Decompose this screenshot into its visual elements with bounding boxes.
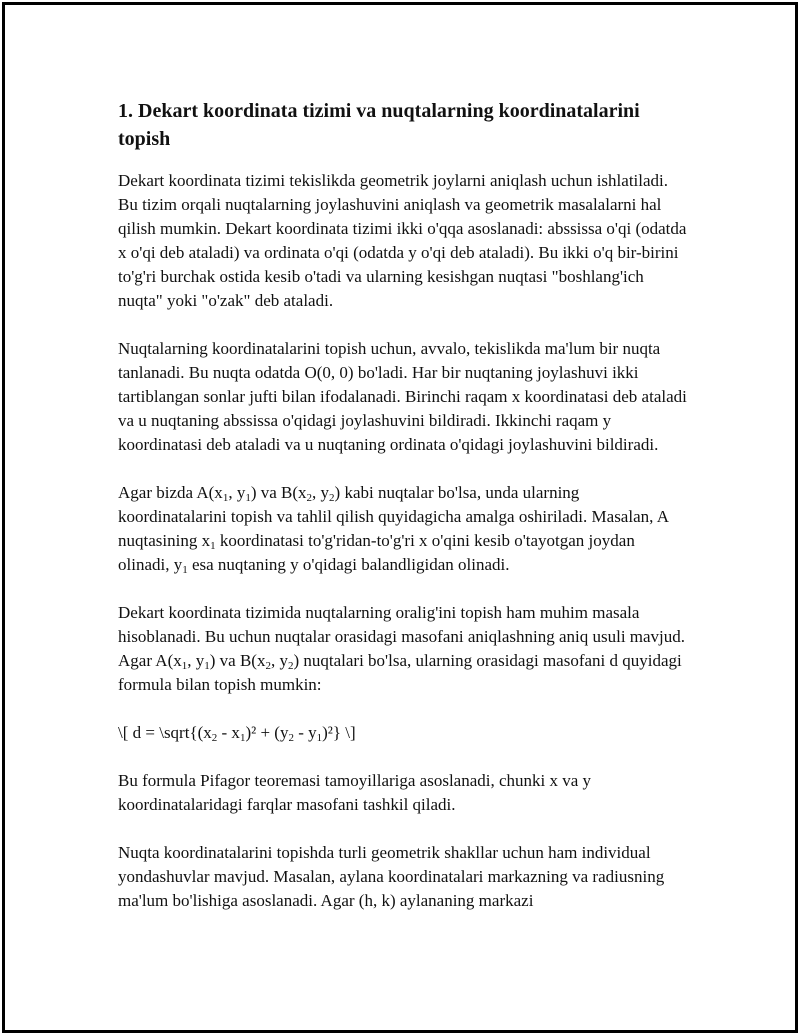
section-heading: 1. Dekart koordinata tizimi va nuqtalarning koordinatalarini topish bbox=[118, 100, 640, 150]
subscript: 1 bbox=[204, 660, 210, 672]
subscript: 2 bbox=[329, 492, 335, 504]
paragraph-pythagoras: Bu formula Pifagor teoremasi tamoyillariga asoslanadi, chunki x va y koordinatalaridagi farqlar masofani tashkil qiladi. bbox=[118, 771, 592, 814]
text-segment: )² + (y bbox=[245, 723, 289, 742]
text-segment: koordinatasi to'g'ridan-to'g'ri x o'qini kesib o'tayotgan joydan olinadi, y bbox=[118, 531, 635, 574]
text-segment: , y bbox=[187, 651, 205, 670]
subscript: 2 bbox=[265, 660, 271, 672]
text-segment: Dekart koordinata tizimida nuqtalarning oralig'ini topish ham muhim masala hisoblanadi. Bu uchun nuqtalar orasidagi masofani aniqlashning aniq usuli mavjud. Agar A(x bbox=[118, 603, 686, 670]
text-segment: , y bbox=[228, 483, 246, 502]
text-segment: , y bbox=[312, 483, 330, 502]
paragraph-coordinates: Nuqtalarning koordinatalarini topish uchun, avvalo, tekislikda ma'lum bir nuqta tanlanadi. Bu nuqta odatda O(0, 0) bo'ladi. Har bir nuqtaning joylashuvi ikki tartiblangan sonlar jufti bilan ifodalanadi. Birinchi raqam x koordinatasi deb ataladi va u nuqtaning abssissa o'qidagi joylashuvini bildiradi. Ikkinchi raqam y koordinatasi deb ataladi va u nuqtaning ordinata o'qidagi joylashuvini bildiradi. bbox=[118, 339, 687, 454]
subscript: 1 bbox=[210, 540, 216, 552]
text-segment: - y bbox=[293, 723, 317, 742]
text-segment: esa nuqtaning y o'qidagi balandligidan olinadi. bbox=[187, 555, 510, 574]
subscript: 1 bbox=[222, 492, 229, 504]
document-page bbox=[2, 2, 798, 1033]
subscript: 2 bbox=[287, 660, 294, 672]
text-segment: ) nuqtalari bo'lsa, ularning orasidagi masofani d quyidagi formula bilan topish mumkin: bbox=[118, 651, 682, 694]
paragraph-intro: Dekart koordinata tizimi tekislikda geometrik joylarni aniqlash uchun ishlatiladi. Bu tizim orqali nuqtalarning joylashuvini aniqlash va geometrik masalalarni hal qilish mumkin. Dekart koordinata tizimi ikki o'qqa asoslanadi: abssissa o'qi (odatda x o'qi deb ataladi) va ordinata o'qi (odatda y o'qi deb ataladi). Bu ikki o'q bir-birini to'g'ri burchak ostida kesib o'tadi va ularning kesishgan nuqtasi "boshlang'ich nuqta" yoki "o'zak" deb ataladi. bbox=[118, 171, 687, 310]
text-segment: \[ d = \sqrt{(x bbox=[118, 723, 212, 742]
paragraph-distance bbox=[118, 601, 690, 697]
subscript: 2 bbox=[211, 732, 218, 744]
text-segment: )²} \] bbox=[322, 723, 356, 742]
text-segment: ) va B(x bbox=[250, 483, 307, 502]
subscript: 1 bbox=[245, 492, 251, 504]
subscript: 2 bbox=[306, 492, 313, 504]
document-content bbox=[118, 97, 690, 937]
subscript: 1 bbox=[239, 732, 246, 744]
distance-formula bbox=[118, 721, 690, 745]
text-segment: ) va B(x bbox=[209, 651, 266, 670]
subscript: 1 bbox=[182, 564, 188, 576]
text-segment: ) kabi nuqtalar bo'lsa, unda ularning koordinatalarini topish va tahlil qilish quyidagicha amalga oshiriladi. Masalan, A nuqtasining x bbox=[118, 483, 669, 550]
subscript: 1 bbox=[181, 660, 188, 672]
text-segment: , y bbox=[270, 651, 288, 670]
paragraph-shapes: Nuqta koordinatalarini topishda turli geometrik shakllar uchun ham individual yondashuvlar mavjud. Masalan, aylana koordinatalari markazning va radiusning ma'lum bo'lishiga asoslanadi. Agar (h, k) aylananing markazi bbox=[118, 843, 665, 910]
text-segment: - x bbox=[217, 723, 240, 742]
text-segment: Agar bizda A(x bbox=[118, 483, 223, 502]
subscript: 2 bbox=[288, 732, 294, 744]
paragraph-points-example bbox=[118, 481, 690, 577]
subscript: 1 bbox=[316, 732, 323, 744]
